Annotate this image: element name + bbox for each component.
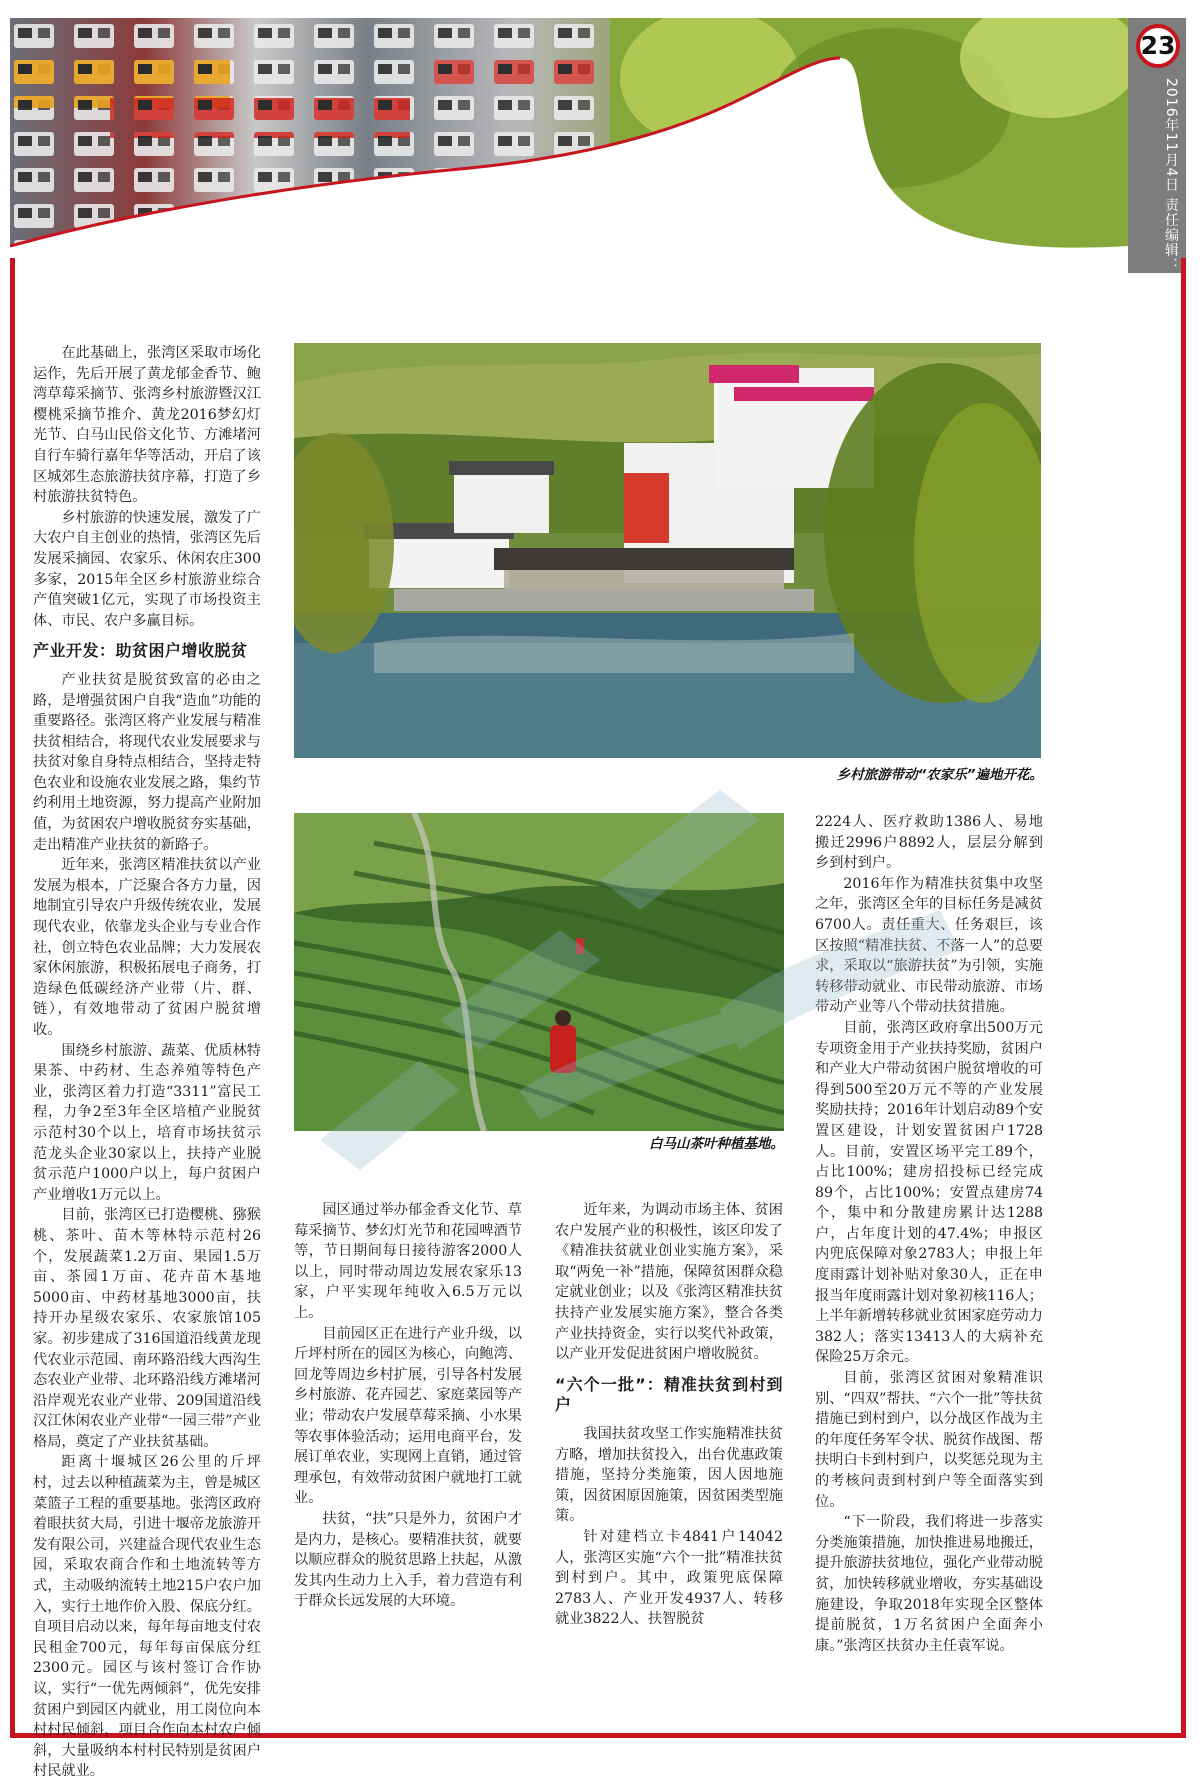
paragraph: 围绕乡村旅游、蔬菜、优质林特果茶、中药材、生态养殖等特色产业，张湾区着力打造“3311”富民工程，力争2至3年全区培植产业脱贫示范村30个以上，培育市场扶贫示范龙头企业30家以上，扶持产业脱贫示范户1000户以上，每户贫困户产业增收1万元以上。 — [33, 1042, 261, 1203]
header-date-editor — [1140, 78, 1180, 318]
frame-left-border — [10, 258, 15, 1738]
tea-plantation-photo-caption: 白马山茶叶种植基地。 — [649, 1136, 784, 1152]
editor-credit: 责任编辑：夏维军 — [1163, 197, 1179, 318]
village-photo-caption: 乡村旅游带动“农家乐”遍地开花。 — [836, 767, 1043, 783]
paragraph: 近年来，为调动市场主体、贫困农户发展产业的积极性，该区印发了《精准扶贫就业创业实施方案》，采取“两免一补”措施，保障贫困群众稳定就业创业；以及《张湾区精准扶贫扶持产业发展实施方案》，整合各类产业扶持资金，实行以奖代补政策，以产业开发促进贫困户增收脱贫。 — [555, 1202, 783, 1363]
text-column-1 — [33, 343, 261, 1782]
paragraph: 乡村旅游的快速发展，激发了广大农户自主创业的热情，张湾区先后发展采摘园、农家乐、休闲农庄300多家，2015年全区乡村旅游业综合产值突破1亿元，实现了市场投资主体、市民、农户多赢目标。 — [33, 509, 261, 629]
paragraph: 距离十堰城区26公里的斤坪村，过去以种植蔬菜为主，曾是城区菜篮子工程的重要基地。张湾区政府着眼扶贫大局，引进十堰帝龙旅游开发有限公司，兴建益合现代农业生态园，采取农商合作和土地流转等方式，主动吸纳流转土地215户农户加入，实行土地作价入股、保底分红。自项目启动以来，每年每亩地支付农民租金700元，每年每亩保底分红2300元。园区与该村签订合作协议，实行“一优先两倾斜”，优先安排贫困户到园区内就业，用工岗位向本村村民倾斜，项目合作向本村农户倾斜，大量吸纳本村村民特别是贫困户村民就业。 — [33, 1454, 261, 1780]
header-banner — [10, 18, 1128, 273]
frame-right-border — [1181, 258, 1186, 1738]
banner-wave-shape — [10, 18, 1128, 273]
paragraph: 针对建档立卡4841户14042人，张湾区实施“六个一批”精准扶贫到村到户。其中，政策兜底保障2783人、产业开发4937人、转移就业3822人、扶智脱贫 — [555, 1528, 783, 1628]
section-heading: 产业开发：助贫困户增收脱贫 — [33, 641, 248, 661]
tea-plantation-photo-icon — [294, 813, 784, 1131]
text-column-4 — [815, 812, 1043, 1656]
village-photo — [294, 343, 1041, 758]
paragraph: 扶贫，“扶”只是外力，贫困户才是内力，是核心。要精准扶贫，就要以顺应群众的脱贫思路上扶起，从激发其内生动力上入手，着力营造有利于群众长远发展的大环境。 — [294, 1510, 522, 1610]
paragraph: 园区通过举办郁金香文化节、草莓采摘节、梦幻灯光节和花园啤酒节等，节日期间每日接待游客2000人以上，同时带动周边发展农家乐13家，户平实现年纯收入6.5万元以上。 — [294, 1202, 522, 1321]
paragraph: 2016年作为精准扶贫集中攻坚之年，张湾区全年的目标任务是减贫6700人。责任重大、任务艰巨，该区按照“精准扶贫、不落一人”的总要求，采取以“旅游扶贫”为引领，实施转移带动就业、市民带动旅游、市场带动产业等八个带动扶贫措施。 — [815, 875, 1043, 1016]
paragraph: 目前，张湾区已打造樱桃、猕猴桃、茶叶、苗木等林特示范村26个，发展蔬菜1.2万亩、果园1.5万亩、茶园1万亩、花卉苗木基地5000亩、中药材基地3000亩，扶持开办星级农家乐、农家旅馆105家。初步建成了316国道沿线黄龙现代农业示范园、南环路沿线大西沟生态农业产业带、北环路沿线方滩堵河沿岸观光农业产业带、209国道沿线汉江休闲农业产业带“一园三带”产业格局，奠定了产业扶贫基础。 — [33, 1207, 261, 1450]
paragraph: 目前，张湾区贫困对象精准识别、“四双”帮扶、“六个一批”等扶贫措施已到村到户，以分战区作战为主的年度任务军令状、脱贫作战图、帮扶明白卡到村到户，以奖惩兑现为主的考核问责到村到户等全面落实到位。 — [815, 1370, 1043, 1510]
paragraph: 近年来，张湾区精准扶贫以产业发展为根本，广泛聚合各方力量，因地制宜引导农户升级传统农业，发展现代农业，依靠龙头企业与专业合作社，创立特色农业品牌；大力发展农家休闲旅游，积极拓展电子商务，打造绿色低碳经济产业带（片、群、链），有效地带动了贫困户脱贫增收。 — [33, 857, 261, 1038]
section-heading: “六个一批”：精准扶贫到村到户 — [555, 1374, 783, 1415]
paragraph: 目前园区正在进行产业升级，以斤坪村所在的园区为核心，向鲍湾、回龙等周边乡村扩展，引导各村发展乡村旅游、花卉园艺、家庭菜园等产业；带动农户发展草莓采摘、小水果等农事体验活动；运用电商平台，发展订单农业，实现网上直销，通过管理承包，有效带动贫困户就地打工就业。 — [294, 1325, 522, 1507]
text-column-2 — [294, 1200, 522, 1612]
tea-plantation-photo — [294, 813, 784, 1131]
paragraph: 产业扶贫是脱贫致富的必由之路，是增强贫困户自我“造血”功能的重要路径。张湾区将产业发展与精准扶贫相结合，将现代农业发展要求与扶贫对象自身特点相结合，坚持走特色农业和设施农业发展之路，集约节约利用土地资源，努力提高产业附加值，为贫困农户增收脱贫夯实基础，走出精准产业扶贫的新路子。 — [33, 671, 261, 853]
paragraph: 在此基础上，张湾区采取市场化运作，先后开展了黄龙郁金香节、鲍湾草莓采摘节、张湾乡村旅游暨汉江樱桃采摘节推介、黄龙2016梦幻灯光节、白马山民俗文化节、方滩堵河自行车骑行嘉年华等活动，开启了该区城郊生态旅游扶贫序幕，打造了乡村旅游扶贫特色。 — [33, 345, 261, 506]
paragraph: “下一阶段，我们将进一步落实分类施策措施，加快推进易地搬迁，提升旅游扶贫地位，强化产业带动脱贫，加快转移就业增收，夯实基础设施建设，争取2018年实现全区整体提前脱贫，1万名贫困户全面奔小康。”张湾区扶贫办主任袁军说。 — [815, 1514, 1043, 1654]
issue-date: 2016年11月4日 — [1163, 78, 1179, 193]
paragraph: 2224人、医疗救助1386人、易地搬迁2996户8892人，层层分解到乡到村到户。 — [815, 814, 1043, 872]
paragraph: 目前，张湾区政府拿出500万元专项资金用于产业扶持奖励，贫困户和产业大户带动贫困户脱贫增收的可得到500至20万元不等的产业发展奖励扶持；2016年计划启动89个安置区建设，计划安置贫困户1728人。目前，安置区场平完工89个，占比100%；建房招投标已经完成89个，占比100%；安置点建房74个，集中和分散建房累计达1288户，占年度计划的47.4%；申报区内兜底保障对象2783人；申报上年度雨露计划补贴对象30人，正在申报当年度雨露计划对象初核116人；上半年新增转移就业贫困家庭劳动力382人；落实13413人的大病补充保险25万余元。 — [815, 1019, 1043, 1366]
village-photo-icon — [294, 343, 1041, 758]
text-column-3 — [555, 1200, 783, 1630]
page-number: 23 — [1136, 24, 1180, 68]
paragraph: 我国扶贫攻坚工作实施精准扶贫方略，增加扶贫投入，出台优惠政策措施，坚持分类施策，因人因地施策，因贫困原因施策，因贫困类型施策。 — [555, 1425, 783, 1525]
